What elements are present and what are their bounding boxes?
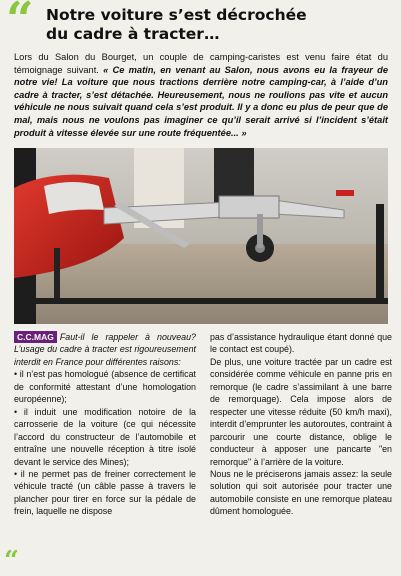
column-right [210,331,392,518]
title-line-1: Notre voiture s’est décrochée [46,6,307,24]
tow-hitch [219,196,279,218]
red-clamp [336,190,354,196]
column-left [14,331,196,518]
left-lead: Faut-il le rappeler à nouveau? L’usage du cadre à tracter est rigoureusement interdit en France pour différentes raisons: [14,332,196,367]
right-paragraph-1: pas d’assistance hydraulique étant donné que le contact est coupé). [210,332,392,355]
intro-lead: Lors du Salon du Bourget, un couple de camping-caristes est venu faire état du témoignage suivant. [14,52,388,75]
tow-frame-photo [14,148,388,324]
bullet-3: • il ne permet pas de freiner correctement le véhicule tracté (un câble passe à travers le plancher pour tirer en force sur la pédale de frein, laquelle ne dispose [14,468,196,517]
intro-paragraph [14,51,388,139]
intro-quote: « Ce matin, en venant au Salon, nous avons eu la frayeur de notre vie! La voiture que nous tractions derrière notre camping-car, à l’aide d’un cadre à tracter, s’est détachée. Heureusement, nous ne roulions pas vite et aucun véhicule ne nous suivait quand cela s’est produit. Il y a donc eu plus de peur que de mal, mais nous ne voulons pas imaginer ce qu’il serait arrivé si l’incident s’était produit à vitesse élevée sur une route fréquentée... » [14,64,388,138]
jockey-wheel-post [257,214,263,248]
tow-frame-illustration [14,148,388,324]
right-paragraph-3: Nous ne le préciserons jamais assez: la seule solution qui soit autorisée pour tracter une automobile consiste en une remorque plateau dûment homologuée. [210,468,392,517]
frame-leg [54,248,60,304]
title-line-2: du cadre à tracter… [46,25,220,43]
right-paragraph-2: De plus, une voiture tractée par un cadre est considérée comme véhicule en panne pris en remorque (le cadre s’assimilant à une barre de remorquage). Cela impose alors de respecter une vitesse réduite (50 km/h maxi), interdit d’emprunter les autoroutes, contraint à parcourir une courte distance, oblige le conducteur à apposer une pancarte "en remorque" à l’arrière de la voiture. [210,356,392,467]
ccmag-badge: C.C.MAG [14,331,57,343]
car-grille [44,182,104,214]
frame-upright [376,204,384,304]
quote-mark-icon: “ [6,0,34,48]
article-title [46,6,346,44]
frame-base [34,298,388,304]
left-lead-paragraph [14,331,196,368]
bullet-2: • il induit une modification notoire de la carrosserie de la voiture (ce qui nécessite l’accord du constructeur de l’automobile et entraîne une nouvelle réception à titre isolé devant le service des Mines); [14,406,196,467]
footer-quote-icon: “ [4,546,19,576]
bullet-1: • il n’est pas homologué (absence de certificat de conformité attestant d’une homologation européenne); [14,369,196,405]
